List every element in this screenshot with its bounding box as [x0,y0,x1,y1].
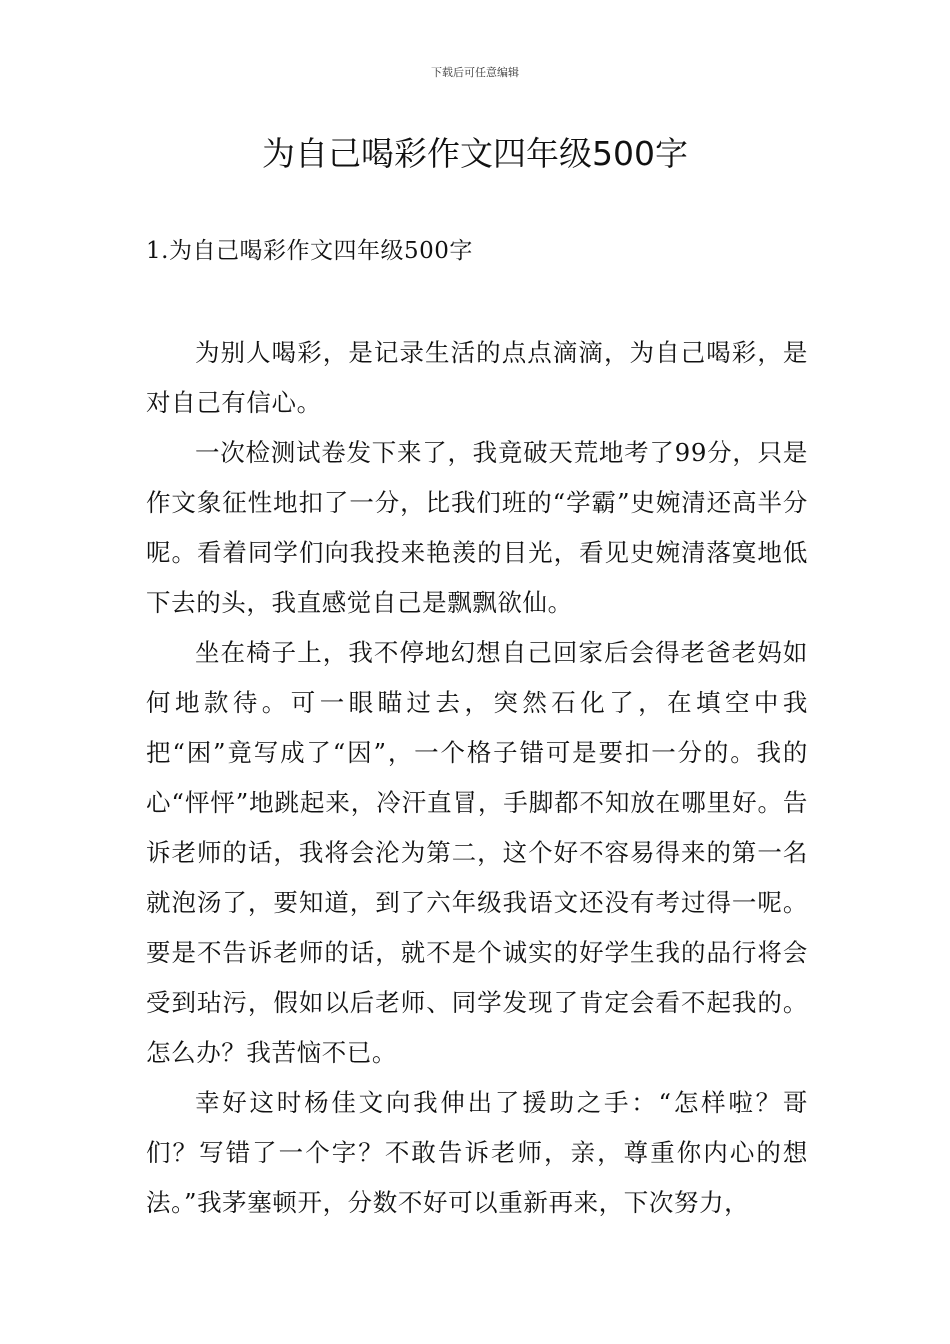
paragraph: 坐在椅子上，我不停地幻想自己回家后会得老爸老妈如何地款待。可一眼瞄过去，突然石化了，在填空中我把“困”竟写成了“因”，一个格子错可是要扣一分的。我的心“怦怦”地跳起来，冷汗直冒，手脚都不知放在哪里好。告诉老师的话，我将会沦为第二，这个好不容易得来的第一名就泡汤了，要知道，到了六年级我语文还没有考过得一呢。要是不告诉老师的话，就不是个诚实的好学生我的品行将会受到玷污，假如以后老师、同学发现了肯定会看不起我的。怎么办？我苦恼不已。 [146,638,808,1067]
paragraph: 为别人喝彩，是记录生活的点点滴滴，为自己喝彩，是对自己有信心。 [146,338,808,417]
paragraph: 幸好这时杨佳文向我伸出了援助之手：“怎样啦？哥们？写错了一个字？不敢告诉老师，亲，尊重你内心的想法。”我茅塞顿开，分数不好可以重新再来，下次努力， [146,1088,808,1217]
header-note: 下载后可任意编辑 [431,66,519,79]
article-body [146,328,808,1228]
paragraph: 一次检测试卷发下来了，我竟破天荒地考了99分，只是作文象征性地扣了一分，比我们班的“学霸”史婉清还高半分呢。看着同学们向我投来艳羡的目光，看见史婉清落寞地低下去的头，我直感觉自己是飘飘欲仙。 [146,438,808,617]
section-heading: 1.为自己喝彩作文四年级500字 [146,238,473,264]
page-title: 为自己喝彩作文四年级500字 [262,134,688,173]
